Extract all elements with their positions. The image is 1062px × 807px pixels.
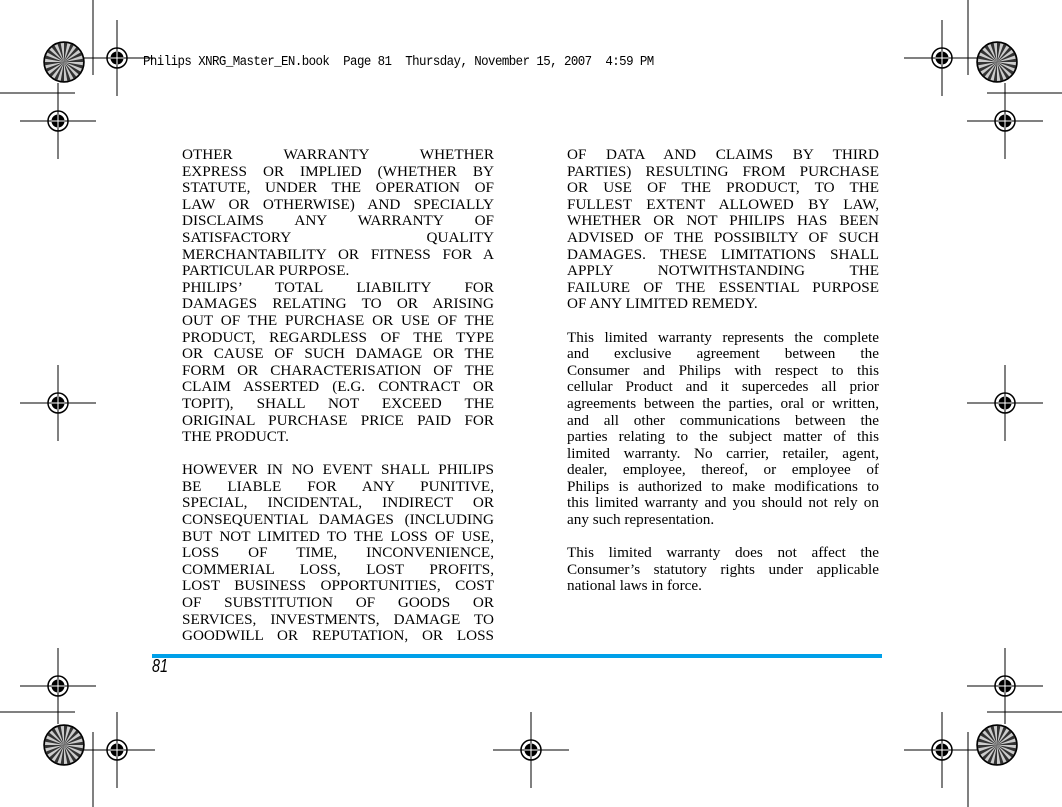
text-line: FULLEST EXTENT ALLOWED BY LAW, <box>567 196 879 213</box>
text-line: agreements between the parties, oral or written, <box>567 395 879 412</box>
text-line: OUT OF THE PURCHASE OR USE OF THE <box>182 312 494 329</box>
text-line: Consumer and Philips with respect to this <box>567 362 879 379</box>
text-line: SPECIAL, INCIDENTAL, INDIRECT OR <box>182 495 494 512</box>
star-target-registration-icon <box>44 42 84 82</box>
text-line: DAMAGES. THESE LIMITATIONS SHALL <box>567 246 879 263</box>
text-line: SERVICES, INVESTMENTS, DAMAGE TO <box>182 611 494 628</box>
crosshair-registration-icon <box>904 712 980 788</box>
text-line: Philips is authorized to make modifications to <box>567 478 879 495</box>
crosshair-registration-icon <box>20 648 96 724</box>
footer-rule <box>152 654 882 658</box>
text-line: OR USE OF THE PRODUCT, TO THE <box>567 180 879 197</box>
text-line: LAW OR OTHERWISE) AND SPECIALLY <box>182 196 494 213</box>
star-target-registration-icon <box>44 725 84 765</box>
text-line <box>567 529 879 546</box>
text-line: APPLY NOTWITHSTANDING THE <box>567 263 879 280</box>
text-line: PARTICULAR PURPOSE. <box>182 263 350 280</box>
text-line: HOWEVER IN NO EVENT SHALL PHILIPS <box>182 462 494 479</box>
crosshair-registration-icon <box>967 365 1043 441</box>
right-text-column <box>567 147 879 595</box>
text-line: OTHER WARRANTY WHETHER <box>182 147 494 163</box>
text-line: OF DATA AND CLAIMS BY THIRD <box>567 147 879 163</box>
text-line <box>182 446 494 463</box>
text-line: CONSEQUENTIAL DAMAGES (INCLUDING <box>182 512 494 529</box>
text-line: CLAIM ASSERTED (E.G. CONTRACT OR <box>182 379 494 396</box>
text-line: THE PRODUCT. <box>182 429 289 446</box>
text-line: PRODUCT, REGARDLESS OF THE TYPE <box>182 329 494 346</box>
text-line: BUT NOT LIMITED TO THE LOSS OF USE, <box>182 528 494 545</box>
text-line: PARTIES) RESULTING FROM PURCHASE <box>567 163 879 180</box>
text-line: parties relating to the subject matter of this <box>567 429 879 446</box>
text-line: PHILIPS’ TOTAL LIABILITY FOR <box>182 279 494 296</box>
text-line: SATISFACTORY QUALITY <box>182 229 494 246</box>
text-line: and exclusive agreement between the <box>567 346 879 363</box>
crosshair-registration-icon <box>904 20 980 96</box>
text-line: DISCLAIMS ANY WARRANTY OF <box>182 213 494 230</box>
page-number: 81 <box>152 656 169 676</box>
crosshair-registration-icon <box>493 712 569 788</box>
text-line: OR CAUSE OF SUCH DAMAGE OR THE <box>182 346 494 363</box>
text-line: This limited warranty does not affect the <box>567 545 879 562</box>
text-line: Consumer’s statutory rights under applicable <box>567 561 879 578</box>
text-line: This limited warranty represents the complete <box>567 329 879 346</box>
text-line: MERCHANTABILITY OR FITNESS FOR A <box>182 246 494 263</box>
text-line: ORIGINAL PURCHASE PRICE PAID FOR <box>182 412 494 429</box>
star-target-registration-icon <box>977 725 1017 765</box>
text-line: OF SUBSTITUTION OF GOODS OR <box>182 595 494 612</box>
text-line: any such representation. <box>567 512 715 529</box>
crosshair-registration-icon <box>20 365 96 441</box>
text-line: national laws in force. <box>567 578 702 595</box>
text-line: LOST BUSINESS OPPORTUNITIES, COST <box>182 578 494 595</box>
crosshair-registration-icon <box>79 712 155 788</box>
print-slug-header: Philips XNRG_Master_EN.book Page 81 Thursday, November 15, 2007 4:59 PM <box>143 55 654 70</box>
text-line: EXPRESS OR IMPLIED (WHETHER BY <box>182 163 494 180</box>
text-line: BE LIABLE FOR ANY PUNITIVE, <box>182 478 494 495</box>
crosshair-registration-icon <box>967 83 1043 159</box>
text-line: GOODWILL OR REPUTATION, OR LOSS <box>182 628 494 645</box>
text-line: COMMERIAL LOSS, LOST PROFITS, <box>182 561 494 578</box>
text-line: this limited warranty and you should not rely on <box>567 495 879 512</box>
text-line: ADVISED OF THE POSSIBILTY OF SUCH <box>567 229 879 246</box>
text-line: WHETHER OR NOT PHILIPS HAS BEEN <box>567 213 879 230</box>
text-line: and all other communications between the <box>567 412 879 429</box>
text-line <box>567 313 879 330</box>
text-line: FAILURE OF THE ESSENTIAL PURPOSE <box>567 279 879 296</box>
left-text-column <box>182 147 494 645</box>
text-line: DAMAGES RELATING TO OR ARISING <box>182 296 494 313</box>
text-line: cellular Product and it supercedes all prior <box>567 379 879 396</box>
crosshair-registration-icon <box>967 648 1043 724</box>
crosshair-registration-icon <box>20 83 96 159</box>
text-line: FORM OR CHARACTERISATION OF THE <box>182 362 494 379</box>
text-line: dealer, employee, thereof, or employee of <box>567 462 879 479</box>
text-line: STATUTE, UNDER THE OPERATION OF <box>182 180 494 197</box>
text-line: TOPIT), SHALL NOT EXCEED THE <box>182 395 494 412</box>
star-target-registration-icon <box>977 42 1017 82</box>
text-line: OF ANY LIMITED REMEDY. <box>567 296 758 313</box>
text-line: LOSS OF TIME, INCONVENIENCE, <box>182 545 494 562</box>
text-line: limited warranty. No carrier, retailer, agent, <box>567 445 879 462</box>
